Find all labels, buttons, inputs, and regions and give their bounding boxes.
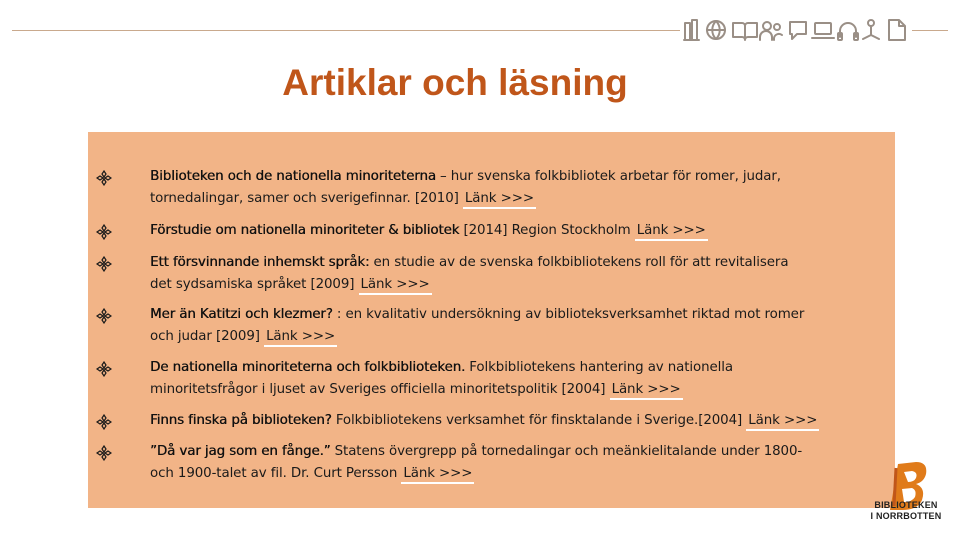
item-title: Biblioteken och de nationella minoriteterna (150, 169, 436, 184)
diamond-bullet-icon (96, 224, 112, 240)
list-item-text (150, 220, 890, 242)
item-description-cont: minoritetsfrågor i ljuset av Sveriges officiella minoritetspolitik [2004] (150, 382, 610, 397)
item-title: De nationella minoriteterna och folkbiblioteken. (150, 360, 466, 375)
item-title: Finns finska på biblioteken? (150, 413, 332, 428)
reading-icon (863, 20, 879, 39)
item-title: Förstudie om nationella minoriteter & bibliotek (150, 223, 460, 238)
link-lank[interactable]: Länk >>> (463, 191, 536, 209)
item-description: en studie av de svenska folkbibliotekens roll för att revitalisera (369, 255, 789, 270)
list-item-text (150, 357, 890, 401)
list-item-text (150, 441, 890, 485)
header-icon-strip (683, 17, 909, 43)
headphones-icon (838, 23, 858, 40)
list-item-text (150, 166, 890, 210)
document-icon (889, 20, 905, 40)
diamond-bullet-icon (96, 445, 112, 461)
books-icon (684, 20, 699, 40)
diamond-bullet-icon (96, 414, 112, 430)
people-icon (760, 22, 782, 40)
item-description: Folkbibliotekens verksamhet för finsktalande i Sverige.[2004] (331, 413, 747, 428)
item-description: [2014] Region Stockholm (459, 223, 635, 238)
diamond-bullet-icon (96, 361, 112, 377)
header-rule-right (912, 30, 948, 31)
diamond-bullet-icon (96, 256, 112, 272)
item-title: Ett försvinnande inhemskt språk: (150, 255, 370, 270)
page-title: Artiklar och läsning (282, 62, 628, 103)
item-description-cont: det sydsamiska språket [2009] (150, 277, 359, 292)
list-item-text (150, 252, 890, 296)
item-description-cont: och judar [2009] (150, 329, 265, 344)
reading-list-panel (88, 132, 895, 508)
item-description: – hur svenska folkbibliotek arbetar för romer, judar, (435, 169, 781, 184)
list-item-text (150, 410, 890, 432)
logo-text-line1: BIBLIOTEKEN (874, 500, 938, 510)
laptop-icon (812, 23, 834, 38)
item-title: Mer än Katitzi och klezmer? (150, 307, 333, 322)
globe-icon (707, 21, 725, 39)
header-rule-left (12, 30, 680, 31)
open-book-icon (733, 23, 757, 40)
item-description-cont: och 1900-talet av fil. Dr. Curt Persson (150, 466, 402, 481)
diamond-bullet-icon (96, 170, 112, 186)
logo-text-line2: I NORRBOTTEN (870, 511, 942, 521)
link-lank[interactable]: Länk >>> (401, 466, 474, 484)
link-lank[interactable]: Länk >>> (359, 277, 432, 295)
link-lank[interactable]: Länk >>> (264, 329, 337, 347)
item-description: Folkbibliotekens hantering av nationella (465, 360, 734, 375)
link-lank[interactable]: Länk >>> (635, 223, 708, 241)
item-title: ”Då var jag som en fånge.” (150, 444, 331, 459)
link-lank[interactable]: Länk >>> (610, 382, 683, 400)
list-item-text (150, 304, 890, 348)
diamond-bullet-icon (96, 308, 112, 324)
link-lank[interactable]: Länk >>> (746, 413, 819, 431)
chat-icon (790, 22, 806, 39)
item-description: Statens övergrepp på tornedalingar och meänkielitalande under 1800- (330, 444, 803, 459)
item-description-cont: tornedalingar, samer och sverigefinnar. [2010] (150, 191, 463, 206)
item-description: : en kvalitativ undersökning av biblioteksverksamhet riktad mot romer (332, 307, 805, 322)
